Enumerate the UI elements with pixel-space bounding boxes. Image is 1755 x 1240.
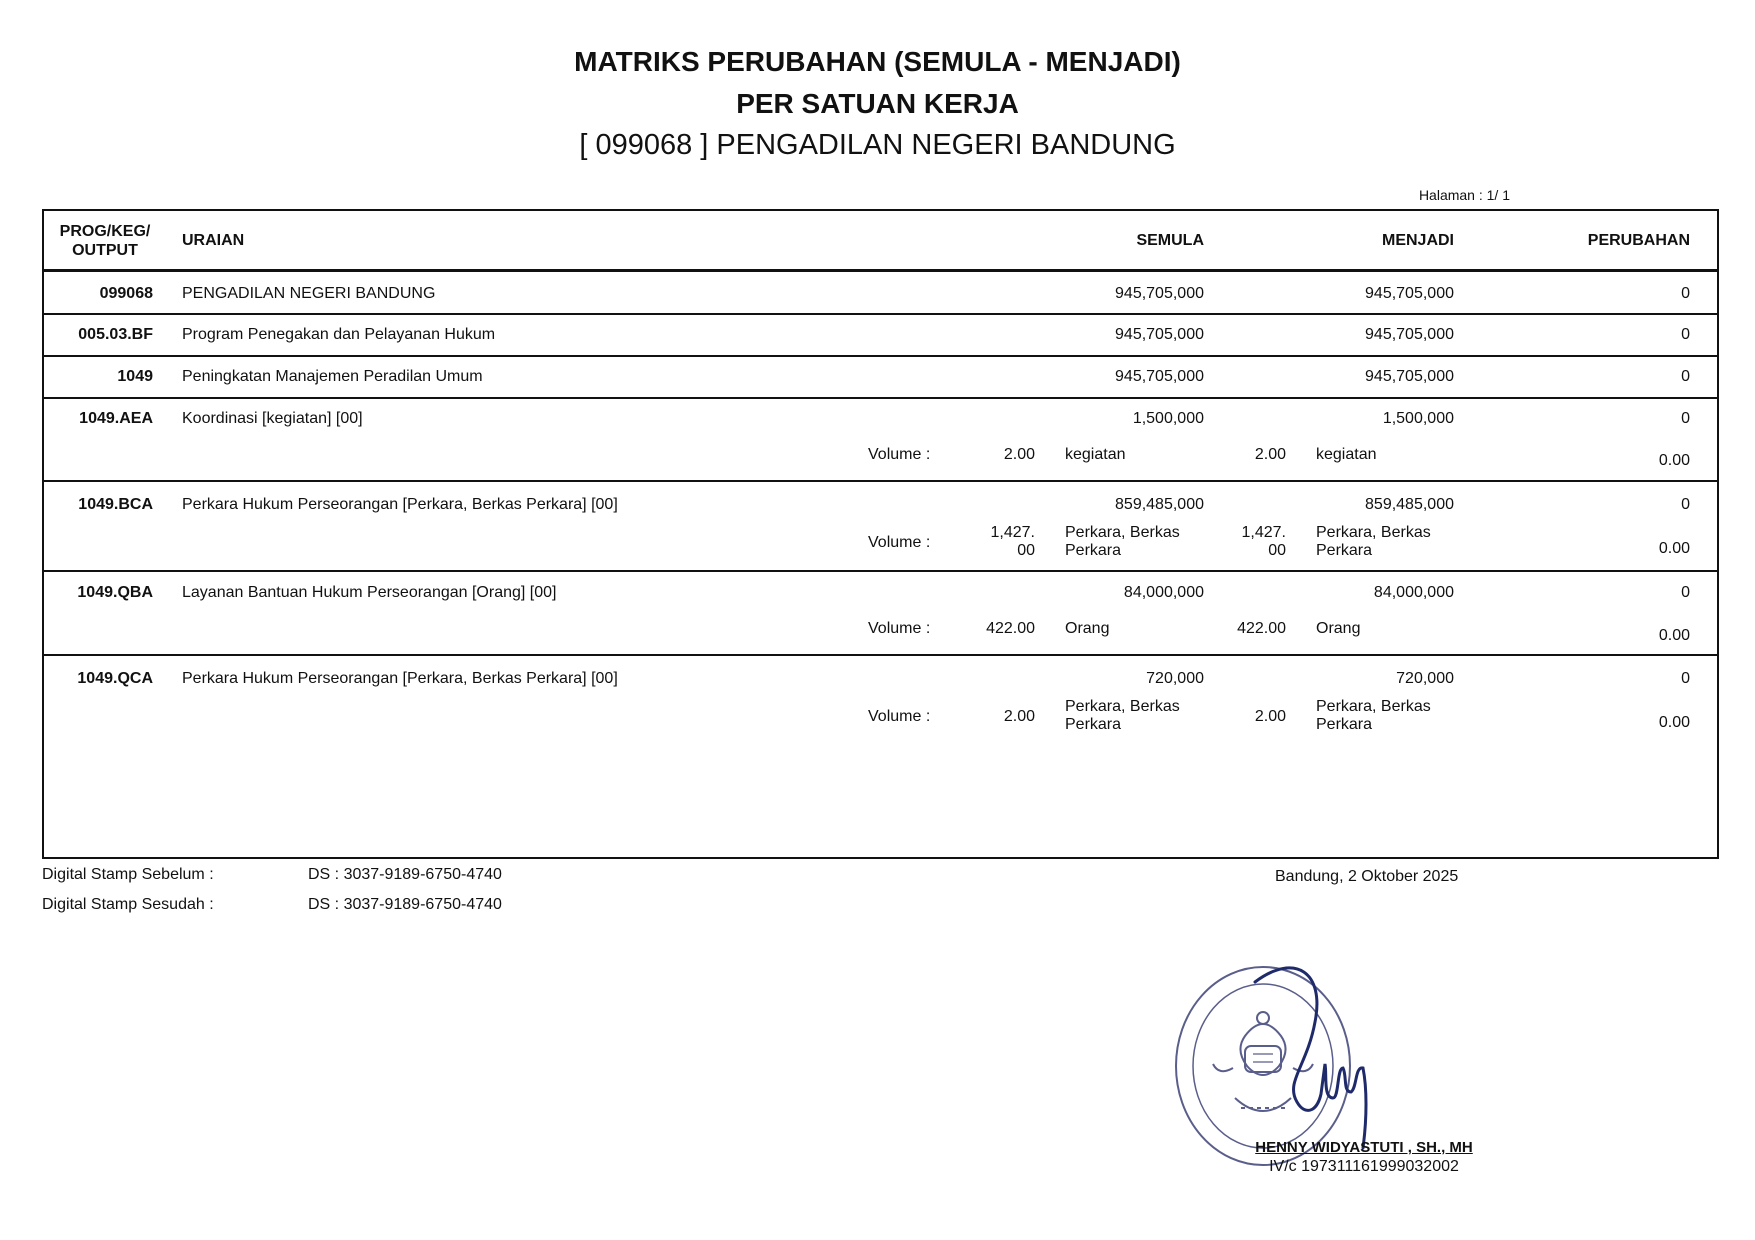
row-semula: 720,000 xyxy=(1146,670,1204,687)
header-divider xyxy=(42,269,1719,272)
row-semula: 84,000,000 xyxy=(1123,584,1204,601)
digital-stamp-after-value: DS : 3037-9189-6750-4740 xyxy=(308,896,502,913)
digital-stamp-after-label: Digital Stamp Sesudah : xyxy=(42,896,214,913)
row-menjadi: 720,000 xyxy=(1396,670,1454,687)
signer-id: IV/c 197311161999032002 xyxy=(1269,1158,1459,1175)
column-header-code: PROG/KEG/ OUTPUT xyxy=(59,223,151,259)
row-semula: 1,500,000 xyxy=(1132,410,1204,427)
column-header-perubahan: PERUBAHAN xyxy=(1587,232,1690,249)
row-menjadi: 945,705,000 xyxy=(1365,285,1454,302)
row-divider xyxy=(42,397,1719,399)
row-code: 1049 xyxy=(117,368,153,385)
volume-label: Volume : xyxy=(868,534,931,551)
row-semula: 945,705,000 xyxy=(1115,368,1204,385)
row-uraian: Perkara Hukum Perseorangan [Perkara, Berkas Perkara] [00] xyxy=(182,670,618,687)
volume-menjadi-unit: Orang xyxy=(1316,620,1361,637)
row-uraian: Perkara Hukum Perseorangan [Perkara, Berkas Perkara] [00] xyxy=(182,496,618,513)
volume-perubahan: 0.00 xyxy=(1658,714,1690,731)
page-title-line3: [ 099068 ] PENGADILAN NEGERI BANDUNG xyxy=(579,129,1176,161)
page-title-line2: PER SATUAN KERJA xyxy=(736,88,1019,119)
row-menjadi: 1,500,000 xyxy=(1382,410,1454,427)
row-code: 1049.QBA xyxy=(77,584,153,601)
row-perubahan: 0 xyxy=(1681,410,1690,427)
volume-semula-unit-line1: Perkara, Berkas xyxy=(1065,698,1180,715)
signer-name: HENNY WIDYASTUTI , SH., MH xyxy=(1255,1139,1473,1156)
row-divider xyxy=(42,355,1719,357)
volume-semula-qty: 2.00 xyxy=(1003,708,1035,725)
column-header-menjadi: MENJADI xyxy=(1381,232,1454,249)
row-divider xyxy=(42,570,1719,572)
volume-menjadi-qty: 2.00 xyxy=(1254,446,1286,463)
volume-label: Volume : xyxy=(868,446,931,463)
volume-semula-qty xyxy=(950,524,1035,560)
volume-menjadi-unit: kegiatan xyxy=(1316,446,1377,463)
volume-semula-unit-line1: Perkara, Berkas xyxy=(1065,524,1180,541)
volume-semula-qty: 2.00 xyxy=(1003,446,1035,463)
column-header-uraian: URAIAN xyxy=(182,232,245,249)
row-divider xyxy=(42,654,1719,656)
digital-stamp-before-label: Digital Stamp Sebelum : xyxy=(42,866,214,883)
volume-menjadi-qty-line2: 00 xyxy=(1268,542,1286,559)
row-divider xyxy=(42,480,1719,482)
row-semula: 859,485,000 xyxy=(1115,496,1204,513)
row-uraian: Program Penegakan dan Pelayanan Hukum xyxy=(182,326,496,343)
row-divider xyxy=(42,313,1719,315)
row-menjadi: 945,705,000 xyxy=(1365,368,1454,385)
row-menjadi: 945,705,000 xyxy=(1365,326,1454,343)
row-perubahan: 0 xyxy=(1681,584,1690,601)
volume-perubahan: 0.00 xyxy=(1658,452,1690,469)
volume-label: Volume : xyxy=(868,620,931,637)
volume-label: Volume : xyxy=(868,708,931,725)
volume-semula-qty-line1: 1,427. xyxy=(990,524,1035,541)
volume-semula-unit: Orang xyxy=(1065,620,1110,637)
volume-semula-unit-line2: Perkara xyxy=(1065,542,1122,559)
row-perubahan: 0 xyxy=(1681,326,1690,343)
volume-menjadi-unit-line1: Perkara, Berkas xyxy=(1316,698,1431,715)
volume-semula-unit xyxy=(1065,698,1180,734)
row-code: 1049.BCA xyxy=(78,496,153,513)
row-perubahan: 0 xyxy=(1681,496,1690,513)
page-title-line1: MATRIKS PERUBAHAN (SEMULA - MENJADI) xyxy=(574,46,1181,77)
row-menjadi: 859,485,000 xyxy=(1365,496,1454,513)
volume-semula-qty: 422.00 xyxy=(986,620,1035,637)
volume-menjadi-unit-line2: Perkara xyxy=(1316,716,1373,733)
volume-perubahan: 0.00 xyxy=(1658,540,1690,557)
page-number: Halaman : 1/ 1 xyxy=(1418,187,1510,203)
row-code: 005.03.BF xyxy=(78,326,153,343)
volume-semula-qty-line2: 00 xyxy=(1017,542,1035,559)
volume-perubahan: 0.00 xyxy=(1658,627,1690,644)
row-code: 1049.QCA xyxy=(77,670,153,687)
volume-semula-unit xyxy=(1065,524,1180,560)
row-menjadi: 84,000,000 xyxy=(1373,584,1454,601)
row-uraian: Peningkatan Manajemen Peradilan Umum xyxy=(182,368,483,385)
column-header-semula: SEMULA xyxy=(1136,232,1204,249)
row-code: 1049.AEA xyxy=(79,410,153,427)
volume-menjadi-unit xyxy=(1316,698,1431,734)
row-uraian: Koordinasi [kegiatan] [00] xyxy=(182,410,363,427)
row-code: 099068 xyxy=(99,285,153,302)
row-uraian: PENGADILAN NEGERI BANDUNG xyxy=(182,285,436,302)
row-perubahan: 0 xyxy=(1681,368,1690,385)
row-semula: 945,705,000 xyxy=(1115,285,1204,302)
place-date: Bandung, 2 Oktober 2025 xyxy=(1275,868,1459,885)
row-perubahan: 0 xyxy=(1681,285,1690,302)
volume-menjadi-qty xyxy=(1200,524,1286,560)
row-uraian: Layanan Bantuan Hukum Perseorangan [Orang] [00] xyxy=(182,584,557,601)
volume-menjadi-unit xyxy=(1316,524,1431,560)
digital-stamp-before-value: DS : 3037-9189-6750-4740 xyxy=(308,866,502,883)
volume-semula-unit: kegiatan xyxy=(1065,446,1126,463)
volume-semula-unit-line2: Perkara xyxy=(1065,716,1122,733)
volume-menjadi-qty-line1: 1,427. xyxy=(1241,524,1286,541)
row-perubahan: 0 xyxy=(1681,670,1690,687)
volume-menjadi-qty: 422.00 xyxy=(1237,620,1286,637)
volume-menjadi-qty: 2.00 xyxy=(1254,708,1286,725)
volume-menjadi-unit-line1: Perkara, Berkas xyxy=(1316,524,1431,541)
row-semula: 945,705,000 xyxy=(1115,326,1204,343)
volume-menjadi-unit-line2: Perkara xyxy=(1316,542,1373,559)
